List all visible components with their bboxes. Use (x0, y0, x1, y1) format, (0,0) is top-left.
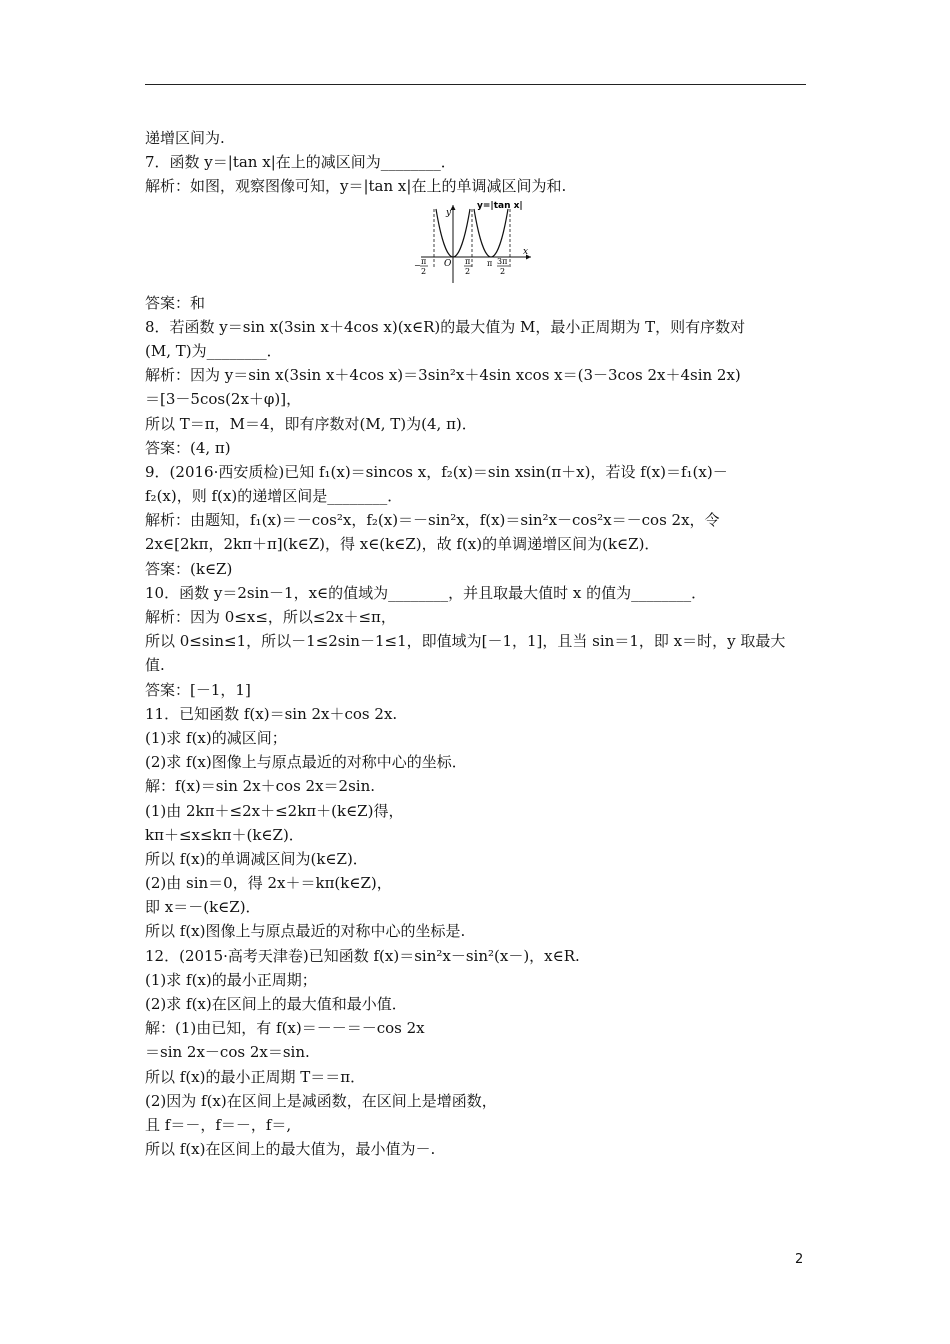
text-line: (1)求 f(x)的减区间； (145, 728, 287, 747)
text-line: 答案：[－1，1] (145, 680, 251, 699)
tick-three-half-pi (497, 257, 509, 276)
text-line: 解析：由题知，f₁(x)＝－cos²x，f₂(x)＝－sin²x，f(x)＝sin²x－cos²x＝－cos 2x，令 (145, 511, 720, 530)
text-line: (M, T)为________． (145, 341, 282, 360)
svg-text:−: − (414, 260, 421, 270)
text-line: 且 f＝－，f＝－，f＝, (145, 1115, 292, 1134)
svg-text:2: 2 (421, 266, 427, 276)
tick-neg-half-pi (414, 257, 428, 276)
text-line: 解析：如图，观察图像可知，y＝|tan x|在上的单调减区间为和. (145, 177, 567, 196)
text-line: (1)由 2kπ＋≤2x＋≤2kπ＋(k∈Z)得， (145, 801, 404, 820)
text-line: (1)求 f(x)的最小正周期； (145, 970, 317, 989)
text-line: (2)求 f(x)图像上与原点最近的对称中心的坐标． (145, 753, 467, 772)
text-line: 解：f(x)＝sin 2x＋cos 2x＝2sin. (145, 777, 376, 796)
text-line: 所以 f(x)图像上与原点最近的对称中心的坐标是. (145, 922, 466, 941)
text-line: 解：(1)由已知，有 f(x)＝－－＝－cos 2x (145, 1019, 425, 1038)
text-line: kπ＋≤x≤kπ＋(k∈Z)． (145, 825, 304, 844)
text-line: 11．已知函数 f(x)＝sin 2x＋cos 2x. (145, 704, 398, 723)
svg-text:2: 2 (465, 266, 471, 276)
header-rule (145, 84, 806, 85)
text-line: ＝[3－5cos(2x＋φ)]， (145, 390, 302, 409)
text-line: 所以 f(x)的最小正周期 T＝＝π． (145, 1067, 366, 1086)
tan-graph-figure (145, 199, 810, 285)
text-line: 12．(2015·高考天津卷)已知函数 f(x)＝sin²x－sin²(x－)，x∈R. (145, 946, 580, 965)
text-line: 所以 f(x)在区间上的最大值为，最小值为－. (145, 1140, 436, 1159)
text-line: 所以 0≤sin≤1，所以－1≤2sin－1≤1，即值域为[－1，1]，且当 sin＝1，即 x＝时，y 取最大 (145, 632, 786, 651)
text-block-bottom (145, 291, 810, 1162)
text-line: 解析：因为 0≤x≤，所以≤2x＋≤π， (145, 608, 396, 626)
svg-text:π: π (421, 256, 427, 266)
text-line: f₂(x)，则 f(x)的递增区间是________． (145, 487, 403, 506)
tick-half-pi (464, 257, 472, 276)
text-line: 2x∈[2kπ，2kπ＋π](k∈Z)，得 x∈(k∈Z)，故 f(x)的单调递增区间为(k∈Z)． (145, 535, 660, 554)
text-line: 答案：(k∈Z) (145, 559, 233, 578)
text-line: 值. (145, 656, 165, 675)
tick-pi (487, 259, 492, 268)
text-line: 答案：(4, π) (145, 438, 231, 457)
y-axis-label: y (446, 207, 452, 218)
document-body (145, 126, 810, 1161)
svg-text:π: π (465, 256, 471, 266)
text-block-top (145, 126, 810, 199)
text-line: 10．函数 y＝2sin－1，x∈的值域为________，并且取最大值时 x 的值为________． (145, 583, 707, 602)
text-line: (2)由 sin＝0，得 2x＋＝kπ(k∈Z)， (145, 874, 392, 893)
text-line: 即 x＝－(k∈Z)． (145, 898, 261, 917)
text-line: 递增区间为. (145, 129, 225, 147)
page-number: 2 (795, 1252, 804, 1267)
text-line: 8．若函数 y＝sin x(3sin x＋4cos x)(x∈R)的最大值为 M，最小正周期为 T，则有序数对 (145, 317, 746, 336)
text-line: (2)求 f(x)在区间上的最大值和最小值． (145, 995, 407, 1013)
svg-text:3π: 3π (497, 256, 508, 266)
svg-text:2: 2 (500, 266, 506, 276)
text-line: ＝sin 2x－cos 2x＝sin. (145, 1043, 310, 1062)
text-line: 解析：因为 y＝sin x(3sin x＋4cos x)＝3sin²x＋4sin xcos x＝(3－3cos 2x＋4sin 2x) (145, 366, 741, 385)
svg-text:π: π (487, 258, 493, 268)
x-axis-label: x (523, 246, 529, 257)
abs-tan-graph (413, 199, 535, 285)
text-line: 所以 f(x)的单调减区间为(k∈Z)． (145, 849, 368, 868)
text-line: 7．函数 y＝|tan x|在上的减区间为________． (145, 153, 456, 172)
text-line: (2)因为 f(x)在区间上是减函数，在区间上是增函数， (145, 1091, 497, 1110)
text-line: 9．(2016·西安质检)已知 f₁(x)＝sincos x，f₂(x)＝sin xsin(π＋x)，若设 f(x)＝f₁(x)－ (145, 462, 728, 481)
text-line: 所以 T＝π，M＝4，即有序数对(M, T)为(4, π)． (145, 414, 477, 433)
origin-label: O (444, 258, 452, 269)
text-line: 答案：和 (145, 293, 206, 312)
graph-title: y=|tan x| (477, 200, 523, 211)
y-axis-arrow (451, 205, 456, 210)
curve-branch-2 (474, 209, 508, 257)
